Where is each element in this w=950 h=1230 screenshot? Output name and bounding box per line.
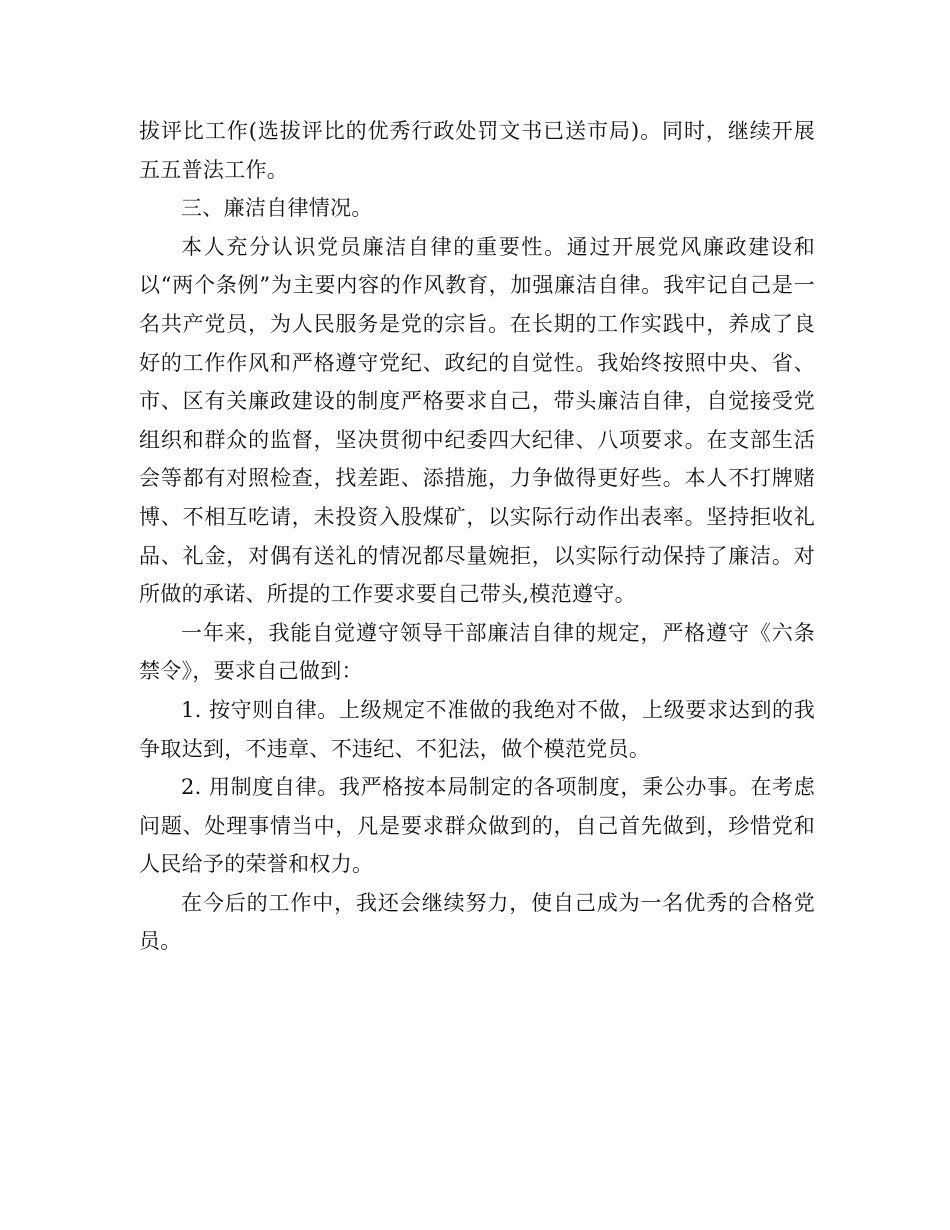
paragraph-conclusion: 在今后的工作中，我还会继续努力，使自己成为一名优秀的合格党员。	[139, 890, 815, 954]
paragraph-integrity-detail: 本人充分认识党员廉洁自律的重要性。通过开展党风廉政建设和以“两个条例”为主要内容的作风教育，加强廉洁自律。我牢记自己是一名共产党员，为人民服务是党的宗旨。在长期的工作实践中，养成了良好的工作作风和严格遵守党纪、政纪的自觉性。我始终按照中央、省、市、区有关廉政建设的制度严格要求自己，带头廉洁自律，自觉接受党组织和群众的监督，坚决贯彻中纪委四大纪律、八项要求。在支部生活会等都有对照检查，找差距、添措施，力争做得更好些。本人不打牌赌博、不相互吃请，未投资入股煤矿，以实际行动作出表率。坚持拒收礼品、礼金，对偶有送礼的情况都尽量婉拒，以实际行动保持了廉洁。对所做的承诺、所提的工作要求要自己带头,模范遵守。	[139, 234, 815, 607]
list-item-rule-2: 2. 用制度自律。我严格按本局制定的各项制度，秉公办事。在考虑问题、处理事情当中，凡是要求群众做到的，自己首先做到，珍惜党和人民给予的荣誉和权力。	[139, 775, 815, 877]
paragraph-year-summary: 一年来，我能自觉遵守领导干部廉洁自律的规定，严格遵守《六条禁令》，要求自己做到：	[139, 620, 815, 684]
section-heading-integrity: 三、廉洁自律情况。	[181, 196, 373, 221]
paragraph-work-continuation: 拔评比工作(选拔评比的优秀行政处罚文书已送市局)。同时，继续开展五五普法工作。	[139, 119, 815, 182]
document-body	[139, 112, 815, 961]
list-item-rule-1: 1. 按守则自律。上级规定不准做的我绝对不做，上级要求达到的我争取达到，不违章、不违纪、不犯法，做个模范党员。	[139, 697, 815, 761]
